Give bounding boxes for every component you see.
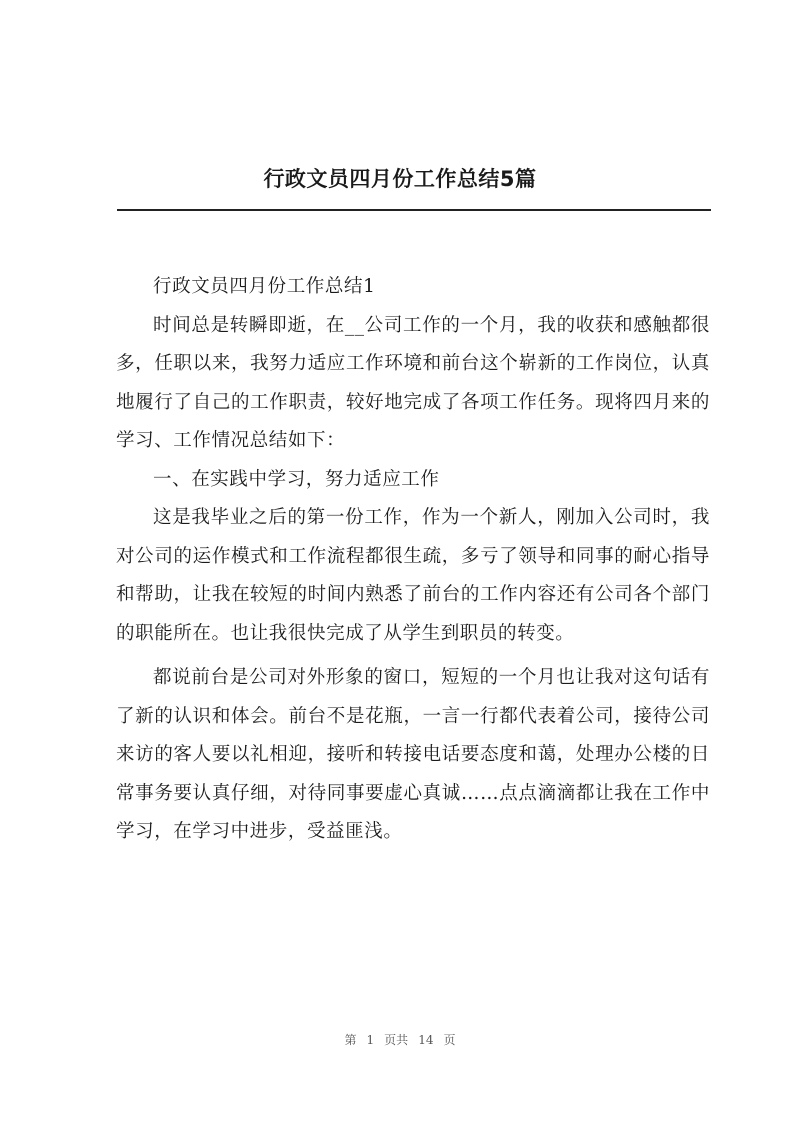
page-title: 行政文员四月份工作总结5篇 (263, 167, 537, 191)
page-footer (0, 1031, 800, 1048)
title-divider (117, 209, 711, 211)
footer-suffix: 页 (443, 1033, 456, 1047)
subsection-heading: 一、在实践中学习，努力适应工作 (153, 468, 440, 490)
paragraph: 这是我毕业之后的第一份工作，作为一个新人，刚加入公司时，我对公司的运作模式和工作流程都很生疏，多亏了领导和同事的耐心指导和帮助，让我在较短的时间内熟悉了前台的工作内容还有公司各个部门的职能所在。也让我很快完成了从学生到职员的转变。 (116, 507, 710, 644)
footer-total-pages: 14 (418, 1033, 434, 1047)
footer-page-number: 1 (366, 1033, 375, 1047)
document-body (116, 268, 710, 852)
footer-prefix: 第 (344, 1033, 357, 1047)
footer-mid: 页共 (384, 1033, 409, 1047)
section-heading: 行政文员四月份工作总结1 (153, 276, 376, 297)
paragraph-intro: 时间总是转瞬即逝，在__公司工作的一个月，我的收获和感触都很多，任职以来，我努力适应工作环境和前台这个崭新的工作岗位，认真地履行了自己的工作职责，较好地完成了各项工作任务。现将四月来的学习、工作情况总结如下： (116, 314, 710, 451)
paragraph: 都说前台是公司对外形象的窗口，短短的一个月也让我对这句话有了新的认识和体会。前台不是花瓶，一言一行都代表着公司，接待公司来访的客人要以礼相迎，接听和转接电话要态度和蔼，处理办公楼的日常事务要认真仔细，对待同事要虚心真诚……点点滴滴都让我在工作中学习，在学习中进步，受益匪浅。 (116, 667, 710, 842)
